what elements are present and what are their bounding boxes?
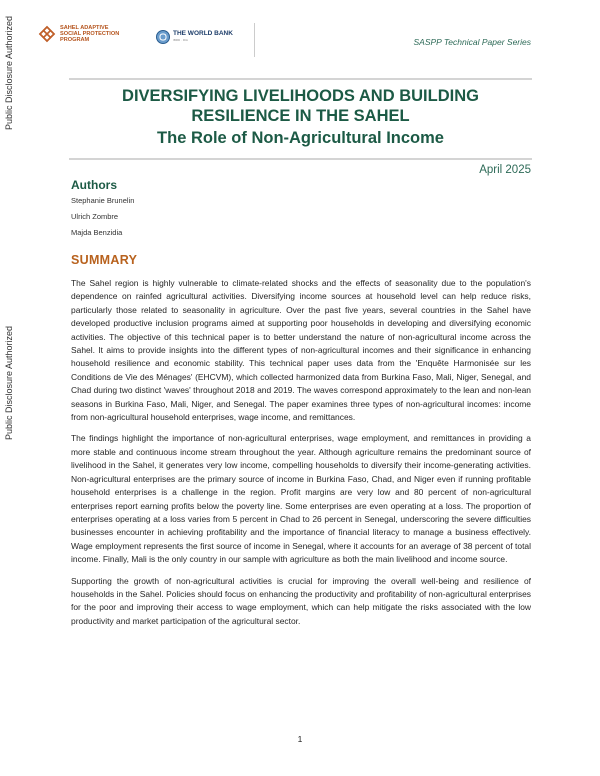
authors-heading: Authors xyxy=(71,178,117,192)
author-name: Ulrich Zombre xyxy=(71,212,119,221)
author-name: Stephanie Brunelin xyxy=(71,196,135,205)
logo-text: THE WORLD BANK xyxy=(173,30,233,37)
world-bank-logo xyxy=(156,30,233,44)
summary-body xyxy=(71,277,531,636)
publication-date: April 2025 xyxy=(479,164,531,176)
series-name: SASPP Technical Paper Series xyxy=(413,37,531,47)
globe-icon xyxy=(156,30,170,44)
logo-text: SAHEL ADAPTIVE xyxy=(60,25,109,31)
summary-paragraph: The Sahel region is highly vulnerable to climate-related shocks and the effects of seasonality due to the population's dependence on rainfed agricultural activities. Diversifying income sources at household level can help reduce risks, particularly those related to seasonality in agriculture. Over the past five years, several countries in the Sahel have developed productive inclusion programs aimed at supporting poor households in developing and diversifying economic activities. The objective of this technical paper is to better understand the nature of non-agricultural income across the Sahel. It aims to provide insights into the different types of non-agricultural incomes and their significance in enhancing household resilience and economic stability. This technical paper uses data from the 'Enquête Harmonisée sur les Conditions de Vie des Ménages' (EHCVM), which collected harmonized data from Burkina Faso, Mali, Niger, Senegal, and Chad during two distinct 'waves' throughout 2018 and 2019. The waves correspond approximately to the lean and non-lean seasons in Burkina Faso, Mali, Niger, and Senegal. The paper examines three types of non-agricultural incomes: income from non-agricultural household enterprises, wage income, and remittances. xyxy=(71,278,531,423)
title-line: RESILIENCE IN THE SAHEL xyxy=(191,107,410,125)
title-rule-bottom xyxy=(69,158,532,160)
disclosure-label-middle: Public Disclosure Authorized xyxy=(4,325,14,440)
saspp-logo xyxy=(38,25,119,43)
summary-heading: SUMMARY xyxy=(71,253,138,267)
document-subtitle: The Role of Non-Agricultural Income xyxy=(157,129,444,147)
logo-subtext: IBRD · IDA xyxy=(173,38,188,42)
logo-text: SOCIAL PROTECTION xyxy=(60,31,120,37)
logo-text: PROGRAM xyxy=(60,37,90,43)
title-line: DIVERSIFYING LIVELIHOODS AND BUILDING xyxy=(122,87,479,105)
document-title xyxy=(69,86,532,148)
endless-knot-icon xyxy=(38,25,56,43)
summary-paragraph: The findings highlight the importance of non-agricultural enterprises, wage employment, and remittances in providing a more stable and continuous income stream throughout the year. Although agriculture remains the predominant source of livelihood in the Sahel, it generates very low income, compelling households to diversify their income-generating activities. Non-agricultural enterprises are the primary source of income in Burkina Faso, Chad, and Niger even if running profitable household enterprises is a challenge in the region. Profit margins are very low and 80 percent of non-agricultural enterprises report earning profits below the poverty line. Some enterprises are even operating at a loss. The proportion of enterprises operating at a loss varies from 5 percent in Chad to 26 percent in Senegal, underscoring the severe difficulties businesses encounter in achieving profitability and the importance of financial literacy to manage a business effectively. Wage employment represents the first source of income in Senegal, where it accounts for an average of 38 percent of total income. Finally, Mali is the only country in our sample with agriculture as both the main livelihood and income source. xyxy=(71,433,531,565)
header-divider xyxy=(254,23,255,57)
disclosure-label-top: Public Disclosure Authorized xyxy=(4,15,14,130)
page-number: 1 xyxy=(297,734,303,744)
author-name: Majda Benzidia xyxy=(71,228,123,237)
title-rule-top xyxy=(69,78,532,80)
summary-paragraph: Supporting the growth of non-agricultural activities is crucial for improving the overall well-being and resilience of households in the Sahel. Policies should focus on enhancing the productivity and profitability of non-agricultural enterprises for the poor and improving their access to wage employment, which can help mitigate the risks associated with the low productivity and market participation of the agricultural sector. xyxy=(71,575,531,626)
